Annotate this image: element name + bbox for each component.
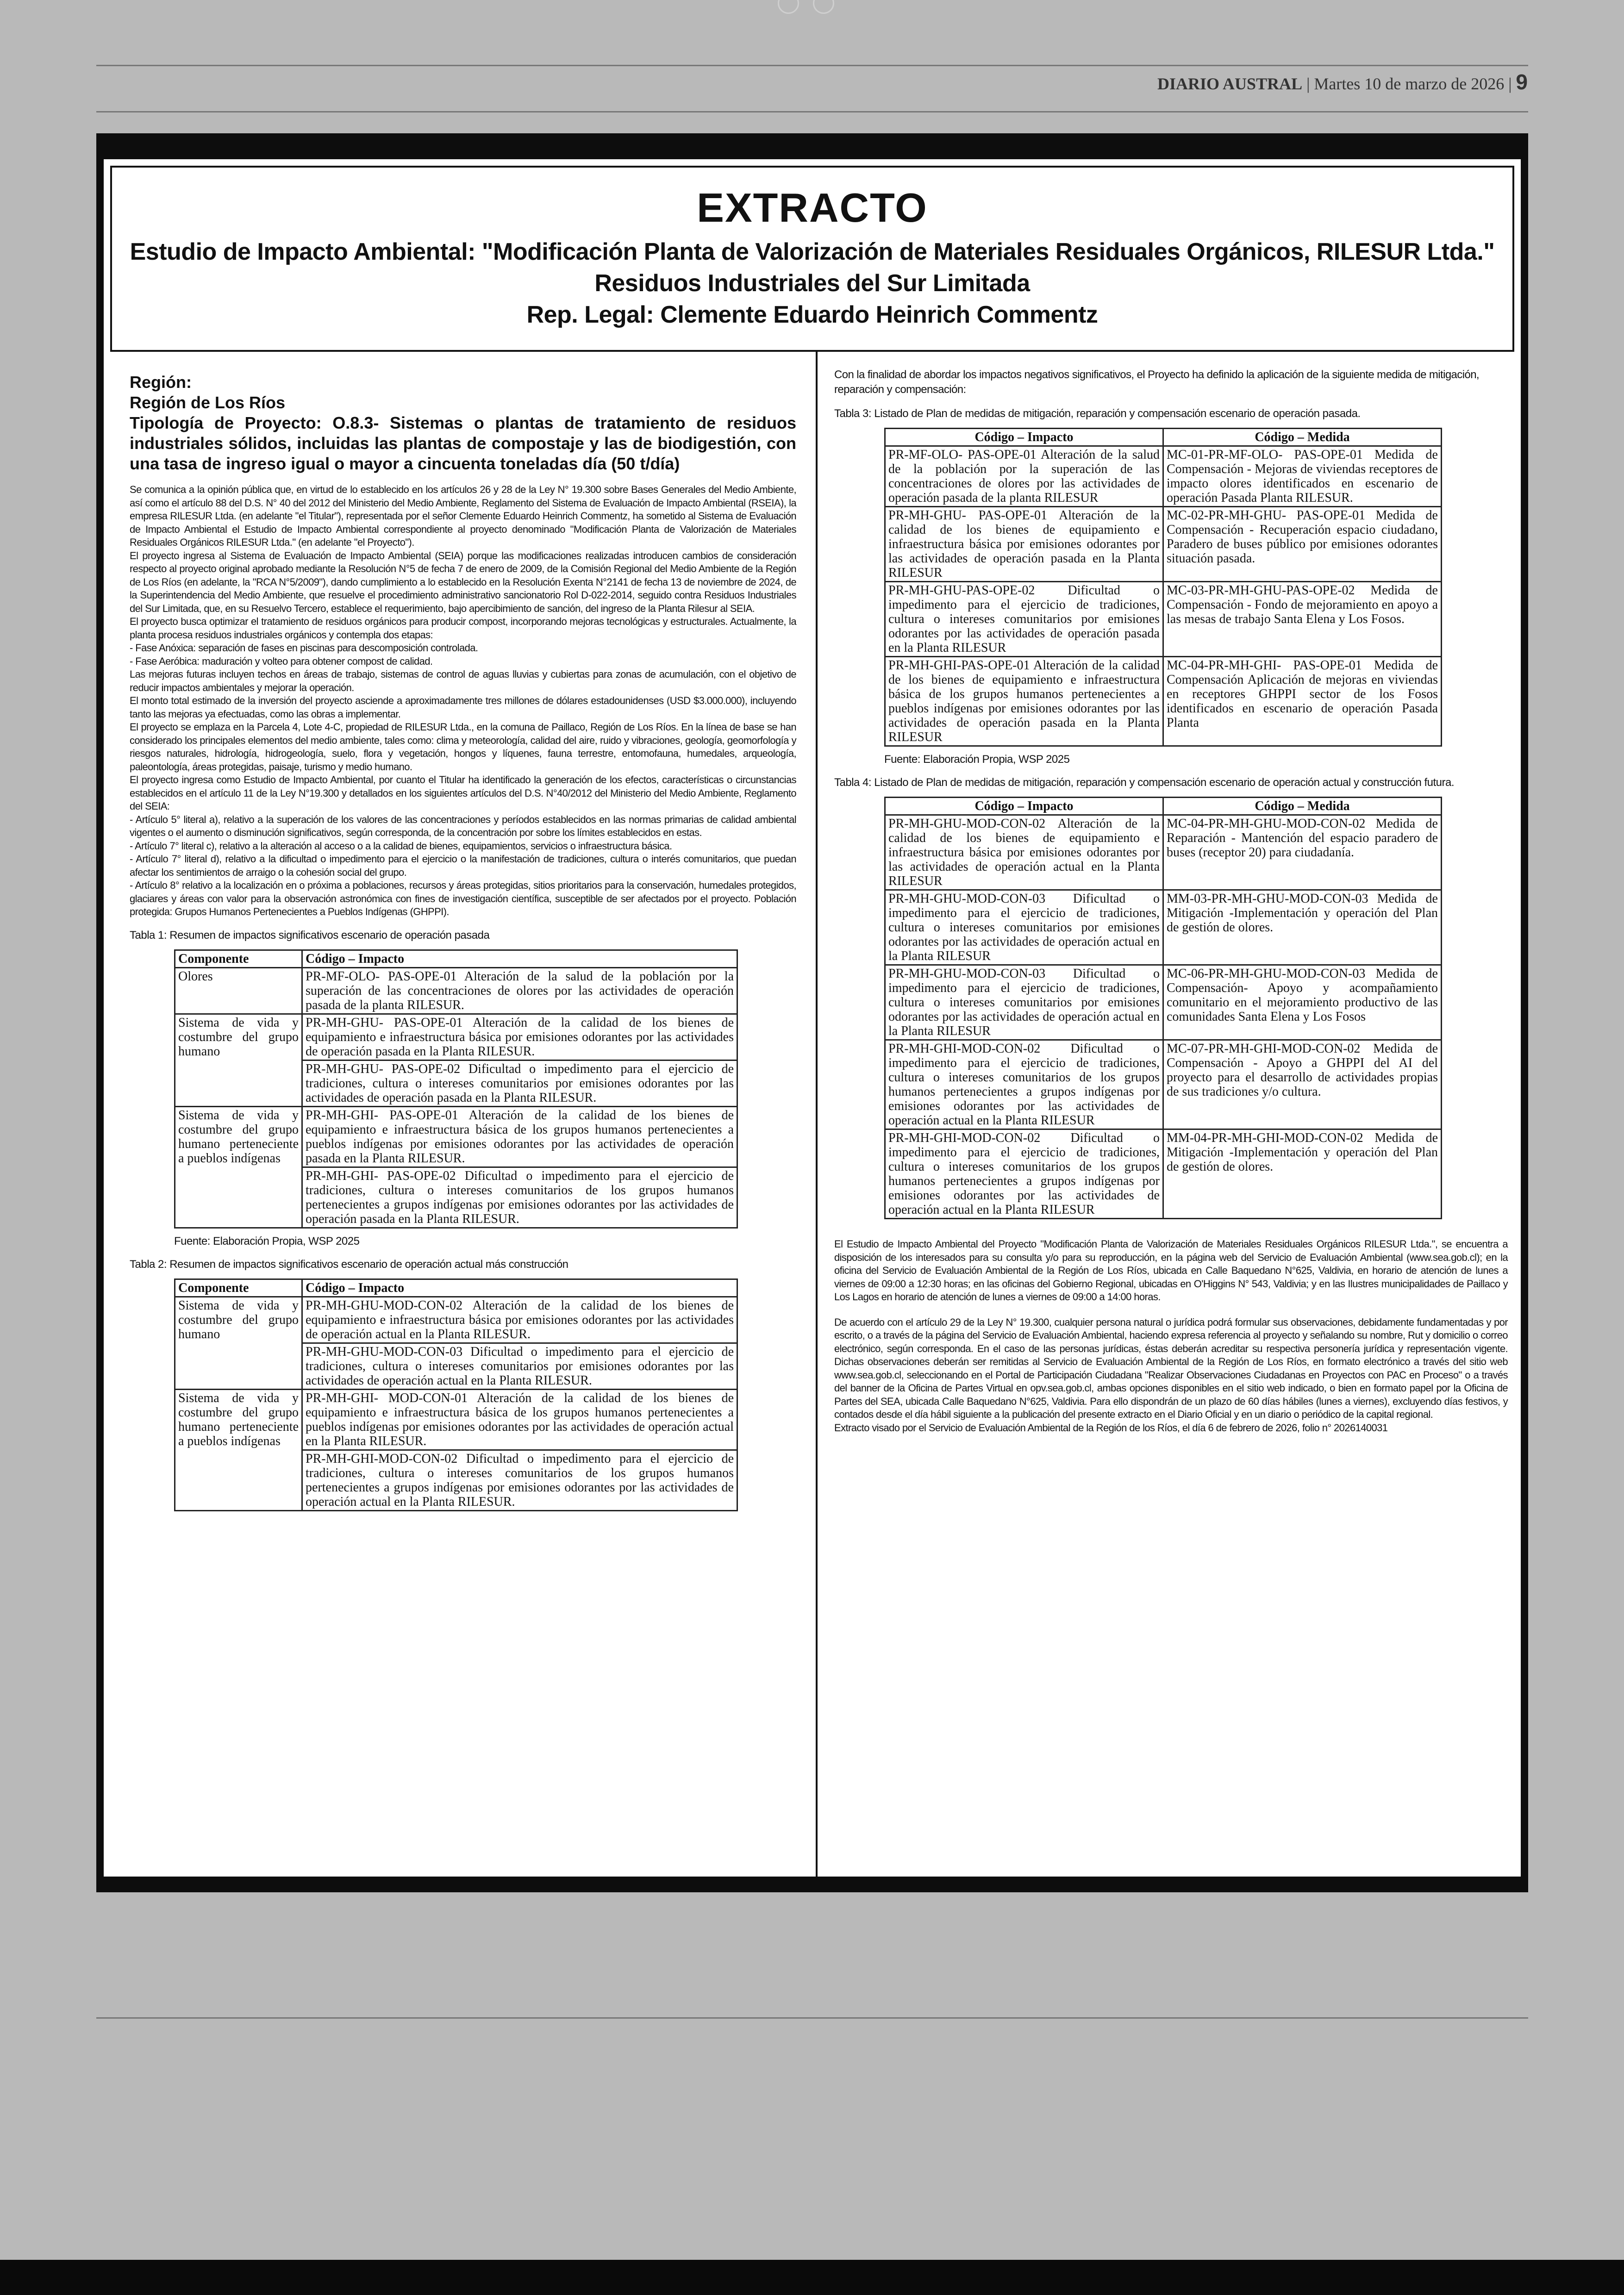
- table-cell: PR-MH-GHI- MOD-CON-01 Alteración de la calidad de los bienes de equipamiento e infraestructura básica de los grupos humanos pertenecientes a pueblos indígenas por emisiones odorantes por las actividades de operación actual en la Planta RILESUR.: [302, 1389, 737, 1450]
- table3-caption: Tabla 3: Listado de Plan de medidas de mitigación, reparación y compensación escenario de operación pasada.: [834, 407, 1361, 420]
- table1-source: Fuente: Elaboración Propia, WSP 2025: [174, 1235, 360, 1247]
- table-cell: Sistema de vida y costumbre del grupo humano: [175, 1014, 302, 1106]
- paragraph: El proyecto se emplaza en la Parcela 4, Lote 4-C, propiedad de RILESUR Ltda., en la comuna de Paillaco, Región de Los Ríos. En la línea de base se han considerado los principales elementos del medio ambiente, tales como: clima y meteorología, calidad del aire, ruido y vibraciones, geología, geomorfología y riesgos naturales, hidrología, hidrogeología, suelo, flora y vegetación, hongos y líquenes, fauna terrestre, entomofauna, humedales, arqueología, paleontología, áreas protegidas, paisaje, turismo y medio humano.: [130, 721, 796, 773]
- table-row: [175, 1297, 737, 1343]
- intro-text: [130, 483, 796, 919]
- project-typology: Tipología de Proyecto: O.8.3- Sistemas o plantas de tratamiento de residuos industriales sólidos, incluidas las plantas de compostaje y las de biodigestión, con una tasa de ingreso igual o mayor a cincuenta toneladas día (50 t/día): [130, 413, 796, 473]
- table-row: [885, 965, 1442, 1040]
- paragraph: - Fase Anóxica: separación de fases en piscinas para descomposición controlada.: [130, 642, 478, 654]
- region-label: Región:: [130, 373, 192, 392]
- table-cell: PR-MH-GHU- PAS-OPE-02 Dificultad o impedimento para el ejercicio de tradiciones, cultura o intereses comunitarios por emisiones odorantes por las actividades de operación pasada en la Planta RILESUR.: [302, 1060, 737, 1106]
- table-cell: PR-MH-GHU-MOD-CON-03 Dificultad o impedimento para el ejercicio de tradiciones, cultura o intereses comunitarios por emisiones odorantes por las actividades de operación actual en la Planta RILESUR.: [302, 1343, 737, 1389]
- table-cell: PR-MF-OLO- PAS-OPE-01 Alteración de la salud de la población por la superación de las concentraciones de olores por las actividades de operación pasada de la planta RILESUR.: [302, 967, 737, 1014]
- table2-caption: Tabla 2: Resumen de impactos significativos escenario de operación actual más construcción: [130, 1258, 568, 1271]
- table-cell: PR-MH-GHU-MOD-CON-03 Dificultad o impedimento para el ejercicio de tradiciones, cultura o intereses comunitarios por emisiones odorantes por las actividades de operación actual en la Planta RILESUR: [885, 965, 1163, 1040]
- paragraph: El monto total estimado de la inversión del proyecto asciende a aproximadamente tres millones de dólares estadounidenses (USD $3.000.000), incluyendo tanto las mejoras ya efectuadas, como las obras a implementar.: [130, 695, 796, 720]
- notice-title-line1: Estudio de Impacto Ambiental: "Modificación Planta de Valorización de Materiales Residuales Orgánicos, RILESUR Ltda.": [130, 238, 1495, 265]
- table-header-row: [175, 1279, 737, 1297]
- table-cell: PR-MH-GHU-PAS-OPE-02 Dificultad o impedimento para el ejercicio de tradiciones, cultura o intereses comunitarios por emisiones odorantes por las actividades de operación pasada en la Planta RILESUR: [885, 582, 1163, 657]
- header-rule-top: [96, 65, 1528, 66]
- issue-date: | Martes 10 de marzo de 2026 |: [1306, 75, 1512, 93]
- paragraph: El proyecto ingresa al Sistema de Evaluación de Impacto Ambiental (SEIA) porque las modificaciones realizadas introducen cambios de consideración respecto al proyecto original aprobado mediante la Resolución N°5 de fecha 7 de enero de 2009, de la Comisión Regional del Medio Ambiente de la Región de Los Ríos (en adelante, la "RCA N°5/2009"), dando cumplimiento a lo establecido en la Resolución Exenta N°2141 de fecha 13 de noviembre de 2024, de la Superintendencia del Medio Ambiente, que resuelve el procedimiento administrativo sancionatorio Rol D-022-2014, seguido contra Residuos Industriales del Sur Limitada, que, en su Resuelvo Tercero, establece el requerimiento, bajo apercibimiento de sanción, del ingreso de la Planta Rilesur al SEIA.: [130, 549, 796, 614]
- viewer-bottom-bar: [0, 2260, 1624, 2295]
- viewer-nav-buttons: [778, 0, 852, 14]
- table-cell: MM-03-PR-MH-GHU-MOD-CON-03 Medida de Mitigación -Implementación y operación del Plan de gestión de olores.: [1163, 890, 1442, 965]
- table-cell: PR-MH-GHU-MOD-CON-02 Alteración de la calidad de los bienes de equipamiento e infraestructura básica por emisiones odorantes por las actividades de operación actual en la Planta RILESUR: [885, 815, 1163, 890]
- table-cell: MC-02-PR-MH-GHU- PAS-OPE-01 Medida de Compensación - Recuperación espacio ciudadano, Paradero de buses público por emisiones odorantes situación pasada.: [1163, 507, 1442, 582]
- table-header-cell: Componente: [175, 1279, 302, 1297]
- column-divider: [816, 352, 818, 1877]
- header-rule-bottom: [96, 111, 1528, 112]
- paragraph: El proyecto ingresa como Estudio de Impacto Ambiental, por cuanto el Titular ha identificado la generación de los efectos, características o circunstancias establecidos en el artículo 11 de la Ley N°19.300 y detallados en los siguientes artículos del D.S. N°40/2012 del Ministerio del Medio Ambiente, Reglamento del SEIA:: [130, 774, 796, 812]
- table4: [884, 797, 1442, 1219]
- table-cell: MC-06-PR-MH-GHU-MOD-CON-03 Medida de Compensación- Apoyo y acompañamiento comunitario en el mejoramiento productivo de las comunidades Santa Elena y Los Fosos: [1163, 965, 1442, 1040]
- left-column: [130, 372, 796, 1511]
- table1: [174, 949, 738, 1229]
- table3-source: Fuente: Elaboración Propia, WSP 2025: [884, 753, 1070, 766]
- table-cell: MC-01-PR-MF-OLO- PAS-OPE-01 Medida de Compensación - Mejoras de viviendas receptores de impacto olores identificados en escenario de operación Pasada Planta RILESUR.: [1163, 446, 1442, 507]
- table-row: [885, 657, 1442, 746]
- paragraph: Se comunica a la opinión pública que, en virtud de lo establecido en los artículos 26 y 28 de la Ley N° 19.300 sobre Bases Generales del Medio Ambiente, así como el artículo 88 del D.S. N° 40 del 2012 del Ministerio del Medio Ambiente, Reglamento del Sistema de Evaluación de Impacto Ambiental (RSEIA), la empresa RILESUR Ltda. (en adelante "el Titular"), representada por el señor Clemente Eduardo Heinrich Commentz, ha sometido al Sistema de Evaluación de Impacto Ambiental el Estudio de Impacto Ambiental correspondiente al proyecto denominado "Modificación Planta de Valorización de Materiales Residuales Orgánicos RILESUR Ltda." (en adelante "el Proyecto").: [130, 484, 796, 548]
- table-cell: PR-MH-GHU-MOD-CON-03 Dificultad o impedimento para el ejercicio de tradiciones, cultura o intereses comunitarios por emisiones odorantes por las actividades de operación actual en la Planta RILESUR: [885, 890, 1163, 965]
- table-row: [885, 507, 1442, 582]
- table-header-cell: Código – Medida: [1163, 429, 1442, 446]
- table-cell: Olores: [175, 967, 302, 1014]
- table-cell: PR-MH-GHI- PAS-OPE-02 Dificultad o impedimento para el ejercicio de tradiciones, cultura o intereses comunitarios de los grupos humanos pertenecientes a grupos indígenas por emisiones odorantes por las actividades de operación pasada en la Planta RILESUR.: [302, 1167, 737, 1228]
- table-row: [885, 446, 1442, 507]
- footer-rule: [96, 2017, 1528, 2019]
- table-cell: PR-MH-GHI-PAS-OPE-01 Alteración de la calidad de los bienes de equipamiento e infraestructura básica de los grupos humanos pertenecientes a pueblos indígenas por emisiones odorantes por las actividades de operación pasada en la Planta RILESUR: [885, 657, 1163, 746]
- paragraph: Las mejoras futuras incluyen techos en áreas de trabajo, sistemas de control de aguas lluvias y cubiertas para zonas de acumulación, con el objetivo de reducir impactos ambientales y mejorar la operación.: [130, 668, 796, 693]
- table4-caption: Tabla 4: Listado de Plan de medidas de mitigación, reparación y compensación escenario de operación actual y construcción futura.: [834, 776, 1454, 789]
- table-cell: PR-MF-OLO- PAS-OPE-01 Alteración de la salud de la población por la superación de las concentraciones de olores por las actividades de operación pasada de la planta RILESUR: [885, 446, 1163, 507]
- table-cell: Sistema de vida y costumbre del grupo humano: [175, 1297, 302, 1389]
- table-row: [885, 1129, 1442, 1219]
- table-cell: PR-MH-GHU-MOD-CON-02 Alteración de la calidad de los bienes de equipamiento e infraestructura básica por emisiones odorantes por las actividades de operación actual en la Planta RILESUR.: [302, 1297, 737, 1343]
- table-header-cell: Código – Impacto: [302, 1279, 737, 1297]
- table-cell: MC-03-PR-MH-GHU-PAS-OPE-02 Medida de Compensación - Fondo de mejoramiento en apoyo a las mesas de trabajo Santa Elena y Los Fosos.: [1163, 582, 1442, 657]
- paragraph: - Artículo 8° relativo a la localización en o próxima a poblaciones, recursos y áreas protegidas, sitios prioritarios para la conservación, humedales protegidos, glaciares y áreas con valor para la observación astronómica con fines de investigación científica, susceptible de ser afectados por el proyecto. Población protegida: Grupos Humanos Pertenecientes a Pueblos Indígenas (GHPPI).: [130, 879, 796, 917]
- paragraph: - Artículo 7° literal d), relativo a la dificultad o impedimento para el ejercicio o la manifestación de tradiciones, cultura o interés comunitarios, que puedan afectar los sentimientos de arraigo o la cohesión social del grupo.: [130, 853, 796, 878]
- table-row: [885, 1040, 1442, 1129]
- notice-title-line2: Residuos Industriales del Sur Limitada: [594, 270, 1030, 297]
- table-header-cell: Código – Medida: [1163, 798, 1442, 815]
- table-cell: MC-07-PR-MH-GHI-MOD-CON-02 Medida de Compensación - Apoyo a GHPPI del AI del proyecto para el desarrollo de actividades propias de sus tradiciones y/o cultura.: [1163, 1040, 1442, 1129]
- table-cell: PR-MH-GHI-MOD-CON-02 Dificultad o impedimento para el ejercicio de tradiciones, cultura o intereses comunitarios de los grupos humanos pertenecientes a grupos indígenas por emisiones odorantes por las actividades de operación actual en la Planta RILESUR: [885, 1040, 1163, 1129]
- notice-title-box: [110, 166, 1514, 352]
- table-header-row: [175, 950, 737, 967]
- table-cell: PR-MH-GHI- PAS-OPE-01 Alteración de la calidad de los bienes de equipamiento e infraestructura básica de los grupos humanos pertenecientes a pueblos indígenas por emisiones odorantes por las actividades de operación pasada en la Planta RILESUR.: [302, 1106, 737, 1167]
- table-cell: PR-MH-GHI-MOD-CON-02 Dificultad o impedimento para el ejercicio de tradiciones, cultura o intereses comunitarios de los grupos humanos pertenecientes a grupos indígenas por emisiones odorantes por las actividades de operación actual en la Planta RILESUR.: [302, 1450, 737, 1510]
- paragraph: - Fase Aeróbica: maduración y volteo para obtener compost de calidad.: [130, 655, 433, 667]
- table-cell: PR-MH-GHU- PAS-OPE-01 Alteración de la calidad de los bienes de equipamiento e infraestructura básica por emisiones odorantes por las actividades de operación pasada en la Planta RILESUR.: [302, 1014, 737, 1060]
- region-value: Región de Los Ríos: [130, 393, 286, 412]
- right-column: [834, 368, 1508, 1434]
- notice-title-line3: Rep. Legal: Clemente Eduardo Heinrich Commentz: [526, 301, 1098, 328]
- paragraph: Extracto visado por el Servicio de Evaluación Ambiental de la Región de los Ríos, el día 6 de febrero de 2026, folio n° 2026140031: [834, 1422, 1388, 1434]
- table-header-cell: Componente: [175, 950, 302, 967]
- table2: [174, 1278, 738, 1511]
- prev-page-icon[interactable]: [778, 0, 799, 14]
- table-cell: Sistema de vida y costumbre del grupo humano perteneciente a pueblos indígenas: [175, 1106, 302, 1228]
- table-header-cell: Código – Impacto: [885, 429, 1163, 446]
- paper-name: DIARIO AUSTRAL: [1157, 75, 1303, 93]
- paragraph: El proyecto busca optimizar el tratamiento de residuos orgánicos para producir compost, incorporando mejoras tecnológicas y estructurales. Actualmente, la planta procesa residuos industriales orgánicos y contempla dos etapas:: [130, 616, 796, 641]
- legal-notice: [96, 133, 1528, 1892]
- table-row: [175, 967, 737, 1014]
- table-row: [885, 582, 1442, 657]
- table-cell: PR-MH-GHI-MOD-CON-02 Dificultad o impedimento para el ejercicio de tradiciones, cultura o intereses comunitarios de los grupos humanos pertenecientes a grupos indígenas por emisiones odorantes por las actividades de operación actual en la Planta RILESUR: [885, 1129, 1163, 1219]
- paragraph: El Estudio de Impacto Ambiental del Proyecto "Modificación Planta de Valorización de Materiales Residuales Orgánicos RILESUR Ltda.", se encuentra a disposición de los interesados para su consulta y/o para su reproducción, en la página web del Servicio de Evaluación Ambiental (www.sea.gob.cl); en la oficina del Servicio de Evaluación Ambiental de la Región de Los Ríos, ubicada en Calle Baquedano N°625, Valdivia, en horario de atención de lunes a viernes de 09:00 a 12:30 horas; en las oficinas del Gobierno Regional, ubicadas en O'Higgins N° 543, Valdivia; y en las Ilustres municipalidades de Paillaco y Los Lagos en horario de atención de lunes a viernes de 09:00 a 14:00 horas.: [834, 1238, 1508, 1303]
- table-row: [175, 1106, 737, 1167]
- table-row: [885, 815, 1442, 890]
- table-header-row: [885, 429, 1442, 446]
- paragraph: - Artículo 7° literal c), relativo a la alteración al acceso o a la calidad de bienes, equipamientos, servicios o infraestructura básica.: [130, 840, 672, 852]
- page-number: 9: [1516, 70, 1528, 94]
- paragraph: De acuerdo con el artículo 29 de la Ley N° 19.300, cualquier persona natural o jurídica podrá formular sus observaciones, debidamente fundamentadas y por escrito, o a través de la página del Servicio de Evaluación Ambiental, haciendo expresa referencia al proyecto y señalando su nombre, Rut y domicilio o correo electrónico, según corresponda. En el caso de las personas jurídicas, éstas deberán acreditar su respectiva personería jurídica y representación vigente. Dichas observaciones deberán ser remitidas al Servicio de Evaluación Ambiental de la Región de Los Ríos, en formato electrónico a través del sitio web www.sea.gob.cl, seleccionando en el Portal de Participación Ciudadana "Realizar Observaciones Ciudadanas en Proyectos con PAC en Proceso" o a través del banner de la Oficina de Partes Virtual en opv.sea.gob.cl, ambas opciones disponibles en el sitio web indicado, o bien en formato papel por la Oficina de Partes del SEA, ubicada Calle Baquedano N°625, Valdivia. Para ello dispondrán de un plazo de 60 días hábiles (lunes a viernes), excluyendo días festivos, y contados desde el día hábil siguiente a la publicación del presente extracto en el Diario Oficial y en un diario o periódico de la capital regional.: [834, 1316, 1508, 1420]
- masthead: [1157, 69, 1528, 94]
- table-cell: MC-04-PR-MH-GHU-MOD-CON-02 Medida de Reparación - Mantención del espacio paradero de buses (receptor 20) para ciudadanía.: [1163, 815, 1442, 890]
- table-cell: MC-04-PR-MH-GHI- PAS-OPE-01 Medida de Compensación Aplicación de mejoras en viviendas en receptores GHPPI sector de los Fosos identificados en escenario de operación Pasada Planta: [1163, 657, 1442, 746]
- table-row: [175, 1389, 737, 1450]
- closing-text: [834, 1238, 1508, 1434]
- table3: [884, 428, 1442, 747]
- table-header-cell: Código – Impacto: [302, 950, 737, 967]
- table-header-row: [885, 798, 1442, 815]
- table-row: [175, 1014, 737, 1060]
- table1-caption: Tabla 1: Resumen de impactos significativos escenario de operación pasada: [130, 929, 490, 942]
- next-page-icon[interactable]: [813, 0, 834, 14]
- measures-intro: Con la finalidad de abordar los impactos negativos significativos, el Proyecto ha definido la aplicación de la siguiente medida de mitigación, reparación y compensación:: [834, 368, 1480, 396]
- table-header-cell: Código – Impacto: [885, 798, 1163, 815]
- notice-heading: EXTRACTO: [697, 185, 928, 231]
- paragraph: - Artículo 5° literal a), relativo a la superación de los valores de las concentraciones y períodos establecidos en las normas primarias de calidad ambiental vigentes o el aumento o disminución significativos, según corresponda, de la concentración por sobre los límites establecidos en estas.: [130, 813, 796, 838]
- table-row: [885, 890, 1442, 965]
- table-cell: PR-MH-GHU- PAS-OPE-01 Alteración de la calidad de los bienes de equipamiento e infraestructura básica por emisiones odorantes por las actividades de operación pasada en la Planta RILESUR: [885, 507, 1163, 582]
- table-cell: Sistema de vida y costumbre del grupo humano perteneciente a pueblos indígenas: [175, 1389, 302, 1510]
- table-cell: MM-04-PR-MH-GHI-MOD-CON-02 Medida de Mitigación -Implementación y operación del Plan de gestión de olores.: [1163, 1129, 1442, 1219]
